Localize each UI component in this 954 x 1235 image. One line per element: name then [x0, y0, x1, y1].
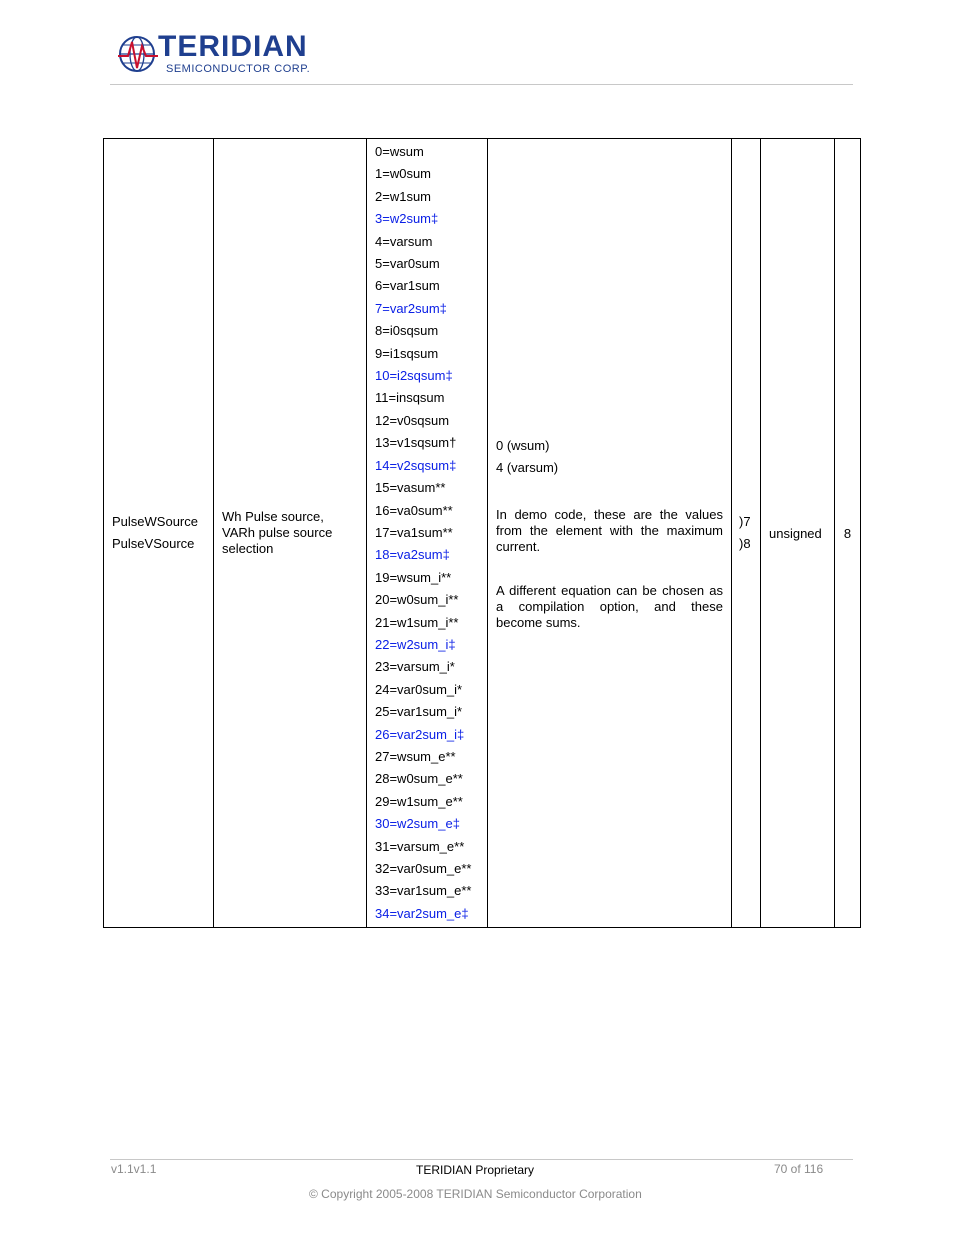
value-option: 13=v1sqsum† — [375, 435, 457, 451]
value-option: 4=varsum — [375, 233, 433, 249]
value-option: 6=var1sum — [375, 278, 440, 294]
value-option: 9=i1sqsum — [375, 345, 439, 361]
register-table — [103, 138, 861, 928]
description-line: VARh pulse source — [222, 525, 333, 541]
description-line: selection — [222, 541, 274, 557]
values-list — [375, 141, 479, 925]
value-option: 1=w0sum — [375, 166, 431, 182]
default-value-varsum: 4 (varsum) — [496, 460, 559, 476]
value-option: 8=i0sqsum — [375, 323, 439, 339]
value-option: 19=wsum_i** — [375, 569, 452, 585]
value-option: 23=varsum_i* — [375, 659, 455, 675]
value-option: 28=w0sum_e** — [375, 771, 463, 787]
value-option: 5=var0sum — [375, 256, 440, 272]
value-option: 2=w1sum — [375, 188, 431, 204]
copyright-notice: © Copyright 2005-2008 TERIDIAN Semiconductor Corporation — [309, 1187, 642, 1201]
value-option: 30=w2sum_e‡ — [375, 816, 460, 832]
value-option: 24=var0sum_i* — [375, 681, 463, 697]
value-option: 27=wsum_e** — [375, 748, 456, 764]
value-option: 12=v0sqsum — [375, 412, 450, 428]
default-note-demo: In demo code, these are the values from the element with the maximum current. — [496, 507, 723, 555]
logo-subtitle: SEMICONDUCTOR CORP. — [166, 63, 311, 75]
value-option: 25=var1sum_i* — [375, 704, 463, 720]
value-option: 29=w1sum_e** — [375, 793, 463, 809]
register-name-wsource: PulseWSource — [112, 514, 198, 530]
values-cell — [367, 139, 488, 928]
company-logo — [118, 32, 328, 80]
teridian-globe-icon — [118, 32, 160, 74]
value-option: 31=varsum_e** — [375, 838, 465, 854]
value-option: 16=va0sum** — [375, 502, 453, 518]
value-option: 14=v2sqsum‡ — [375, 457, 457, 473]
table-row — [104, 139, 861, 928]
register-name-vsource: PulseVSource — [112, 536, 195, 552]
value-option: 15=vasum** — [375, 480, 446, 496]
value-option: 0=wsum — [375, 144, 424, 159]
address-line: )7 — [739, 514, 751, 530]
description-line: Wh Pulse source, — [222, 509, 324, 525]
register-name-cell — [104, 139, 214, 928]
value-option: 11=insqsum — [375, 390, 445, 406]
proprietary-notice: TERIDIAN Proprietary — [416, 1163, 535, 1177]
default-cell — [488, 139, 732, 928]
page-number: 70 of 116 — [774, 1162, 824, 1176]
address-cell — [732, 139, 761, 928]
value-option: 10=i2sqsum‡ — [375, 368, 453, 384]
document-version: v1.1v1.1 — [111, 1162, 157, 1176]
value-option: 20=w0sum_i** — [375, 592, 459, 608]
value-option: 22=w2sum_i‡ — [375, 636, 456, 652]
logo-wordmark: TERIDIAN — [158, 30, 308, 63]
value-option: 26=var2sum_i‡ — [375, 726, 465, 742]
value-option: 21=w1sum_i** — [375, 614, 459, 630]
header-divider — [110, 84, 853, 85]
default-value-wsum: 0 (wsum) — [496, 438, 550, 454]
description-cell — [214, 139, 367, 928]
value-option: 3=w2sum‡ — [375, 211, 439, 227]
value-option: 18=va2sum‡ — [375, 547, 450, 563]
value-option: 17=va1sum** — [375, 524, 453, 540]
value-option: 34=var2sum_e‡ — [375, 905, 469, 921]
type-cell: unsigned — [761, 139, 835, 928]
default-note-compilation: A different equation can be chosen as a compilation option, and these become sums. — [496, 583, 723, 631]
address-line: )8 — [739, 536, 751, 552]
value-option: 32=var0sum_e** — [375, 861, 472, 876]
size-cell: 8 — [835, 139, 861, 928]
value-option: 7=var2sum‡ — [375, 300, 447, 316]
value-option: 33=var1sum_e** — [375, 883, 472, 899]
footer-divider — [110, 1159, 853, 1160]
